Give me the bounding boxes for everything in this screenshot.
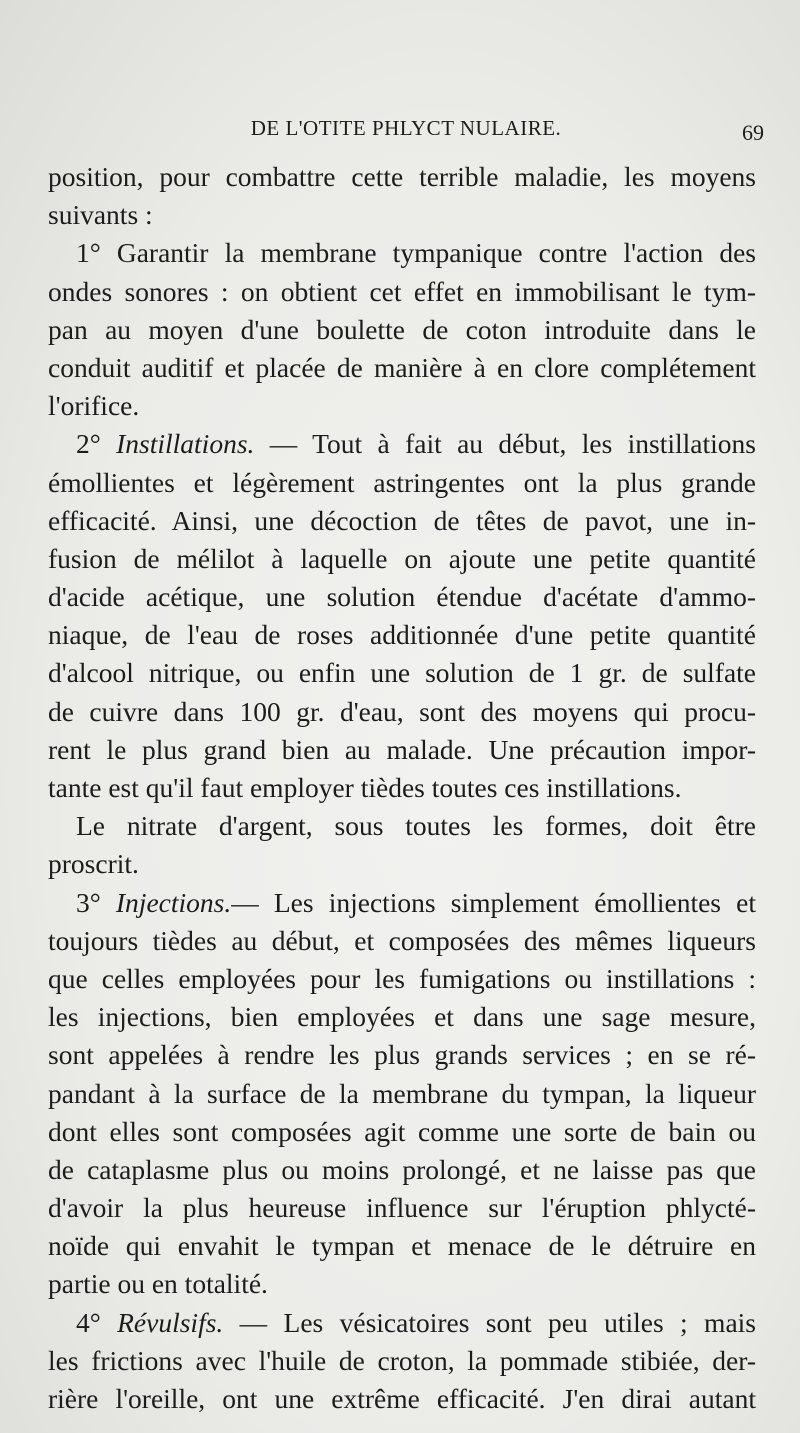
text-line: que celles employées pour les fumigations ou instillations : — [48, 962, 756, 994]
text-line: suivants : — [48, 199, 153, 231]
body-text — [48, 158, 756, 1418]
text-line: proscrit. — [48, 848, 139, 880]
section-heading: Injections. — [115, 886, 232, 918]
section-heading: Révulsifs. — [117, 1306, 224, 1338]
text-line: pandant à la surface de la membrane du tympan, la liqueur — [48, 1077, 756, 1109]
text-line: d'avoir la plus heureuse influence sur l'éruption phlycté- — [48, 1192, 756, 1224]
text-line-with-heading — [48, 425, 756, 463]
text-line: Le nitrate d'argent, sous toutes les formes, doit être — [76, 810, 756, 842]
item-number: 3° — [76, 886, 101, 918]
text-line: rière l'oreille, ont une extrême efficacité. J'en dirai autant — [48, 1383, 756, 1414]
page-header — [48, 116, 764, 150]
text-line: d'acide acétique, une solution étendue d'acétate d'ammo- — [48, 581, 756, 613]
text-run: — Les injections simplement émollientes et — [231, 886, 756, 918]
text-line: dont elles sont composées agit comme une sorte de bain ou — [48, 1115, 756, 1147]
text-line: ondes sonores : on obtient cet effet en immobilisant le tym- — [48, 275, 756, 307]
text-line: de cuivre dans 100 gr. d'eau, sont des moyens qui procu- — [48, 695, 756, 727]
text-line: position, pour combattre cette terrible maladie, les moyens — [48, 161, 756, 192]
text-line: tante est qu'il faut employer tièdes toutes ces instillations. — [48, 772, 682, 803]
text-line: noïde qui envahit le tympan et menace de le détruire en — [48, 1230, 756, 1262]
text-run: — Tout à fait au début, les instillations — [254, 428, 756, 460]
text-line: émollientes et légèrement astringentes ont la plus grande — [48, 466, 756, 498]
text-line: partie ou en totalité. — [48, 1268, 268, 1300]
text-line: pan au moyen d'une boulette de coton introduite dans le — [48, 313, 756, 345]
text-line: efficacité. Ainsi, une décoction de têtes de pavot, une in- — [48, 504, 756, 536]
text-line-with-heading — [48, 1304, 756, 1342]
text-line: toujours tièdes au début, et composées des mêmes liqueurs — [48, 924, 756, 956]
text-line: rent le plus grand bien au malade. Une précaution impor- — [48, 733, 756, 765]
text-line: fusion de mélilot à laquelle on ajoute une petite quantité — [48, 542, 756, 574]
item-number: 4° — [76, 1306, 101, 1338]
text-line: les frictions avec l'huile de croton, la pommade stibiée, der- — [48, 1344, 756, 1376]
page-number: 69 — [742, 120, 764, 145]
running-head: DE L'OTITE PHLYCT NULAIRE. — [250, 116, 562, 140]
text-line: d'alcool nitrique, ou enfin une solution de 1 gr. de sulfate — [48, 657, 756, 689]
text-run: — Les vésicatoires sont peu utiles ; mais — [223, 1306, 757, 1338]
text-line: niaque, de l'eau de roses additionnée d'une petite quantité — [48, 619, 756, 651]
text-line: de cataplasme plus ou moins prolongé, et ne laisse pas que — [48, 1153, 756, 1185]
text-line-with-heading — [48, 884, 756, 922]
item-number: 2° — [76, 428, 101, 460]
text-line: les injections, bien employées et dans une sage mesure, — [48, 1001, 756, 1033]
text-line: 1° Garantir la membrane tympanique contre l'action des — [76, 237, 756, 269]
text-line: conduit auditif et placée de manière à en clore complétement — [48, 351, 756, 383]
text-line: sont appelées à rendre les plus grands services ; en se ré- — [48, 1039, 756, 1071]
section-heading: Instillations. — [116, 428, 255, 460]
text-line: l'orifice. — [48, 390, 140, 422]
